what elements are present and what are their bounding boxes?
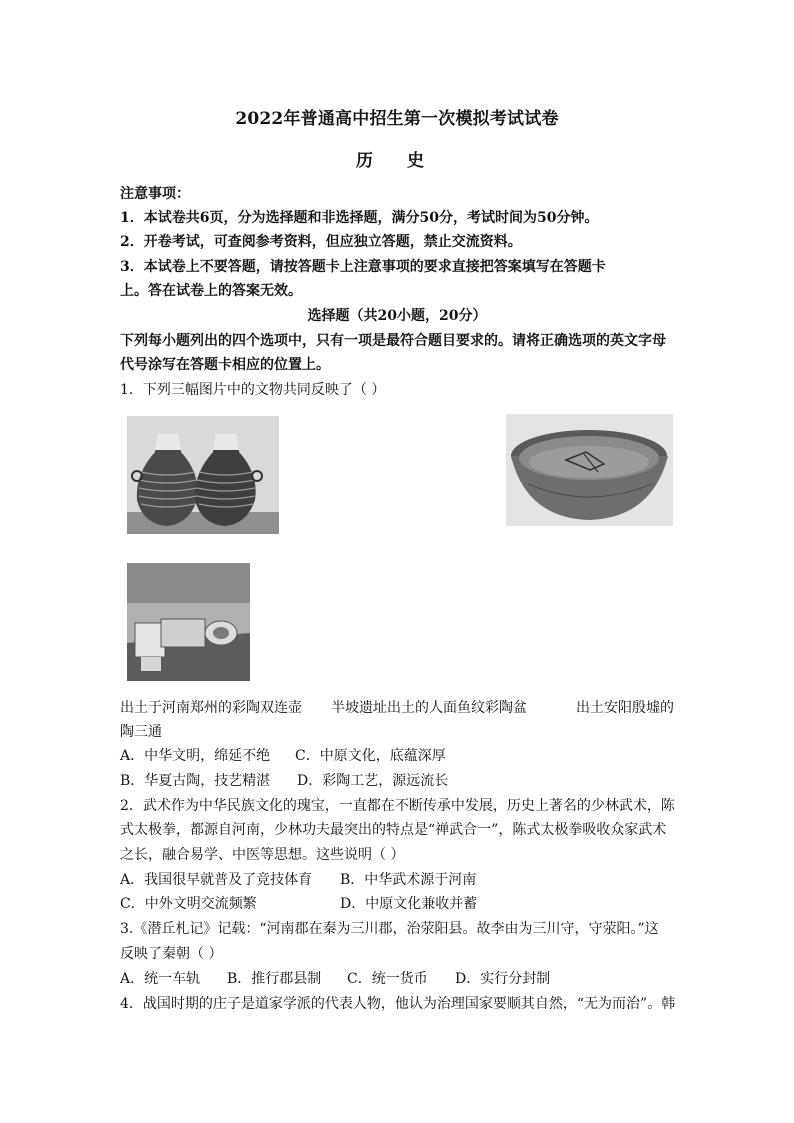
q1-option-d: D．彩陶工艺，源远流长 [297,773,449,789]
notice-heading: 注意事项： [120,186,190,202]
q2-stem-1: 2．武术作为中华民族文化的瑰宝，一直都在不断传承中发展，历史上著名的少林武术，陈 [120,798,675,814]
q1-caption-c-cont: 陶三通 [120,724,162,740]
painted-basin-photo [506,414,673,526]
q2-stem-2: 式太极拳，都源自河南，少林功夫最突出的特点是“禅武合一”，陈式太极拳吸收众家武术 [120,822,667,838]
section-instruction-2: 代号涂写在答题卡相应的位置上。 [120,357,330,373]
notice-item-3-cont: 上。答在试卷上的答案无效。 [120,283,302,299]
q2-option-a: A．我国很早就普及了竞技体育 [120,872,313,888]
section-instruction-1: 下列每小题列出的四个选项中，只有一项是最符合题目要求的。请将正确选项的英文字母 [120,333,666,349]
q3-option-b: B．推行郡县制 [227,971,322,987]
q1-caption-b: 半坡遗址出土的人面鱼纹彩陶盆 [331,700,527,716]
q2-stem-3: 之长，融合易学、中医等思想。这些说明（ ） [120,847,405,863]
double-pot-photo [127,416,279,534]
q1-option-c: C．中原文化，底蕴深厚 [295,748,446,764]
notice-item-1: 1．本试卷共6页，分为选择题和非选择题，满分50分，考试时间为50分钟。 [120,210,599,226]
q1-option-a: A．中华文明，绵延不绝 [120,748,271,764]
q1-option-b: B．华夏古陶，技艺精湛 [120,773,271,789]
section-heading: 选择题（共20小题，20分） [307,308,487,324]
q3-stem-2: 反映了秦朝（ ） [120,946,223,962]
q3-option-c: C．统一货币 [347,971,428,987]
q3-stem-1: 3.《潜丘札记》记载：“河南郡在秦为三川郡，治荥阳县。故李由为三川守，守荥阳。”这 [120,921,659,937]
notice-item-3: 3．本试卷上不要答题，请按答题卡上注意事项的要求直接把答案填写在答题卡 [120,259,606,275]
exam-title: 2022年普通高中招生第一次模拟考试试卷 [235,109,559,129]
pottery-pipe-photo [127,563,250,681]
notice-item-2: 2．开卷考试，可查阅参考资料，但应独立答题，禁止交流资料。 [120,234,522,250]
q1-caption-c: 出土安阳殷墟的 [576,700,674,716]
q3-option-d: D．实行分封制 [455,971,551,987]
q2-option-d: D．中原文化兼收并蓄 [340,896,478,912]
q2-option-c: C．中外文明交流频繁 [120,896,257,912]
q3-option-a: A．统一车轨 [120,971,201,987]
q1-caption-a: 出土于河南郑州的彩陶双连壶 [120,700,302,716]
subject-title: 历 史 [356,151,438,171]
q2-option-b: B．中华武术源于河南 [340,872,477,888]
q1-stem: 1．下列三幅图片中的文物共同反映了（ ） [120,382,386,398]
q4-stem-1: 4．战国时期的庄子是道家学派的代表人物，他认为治理国家要顺其自然，“无为而治”。韩 [120,996,676,1012]
